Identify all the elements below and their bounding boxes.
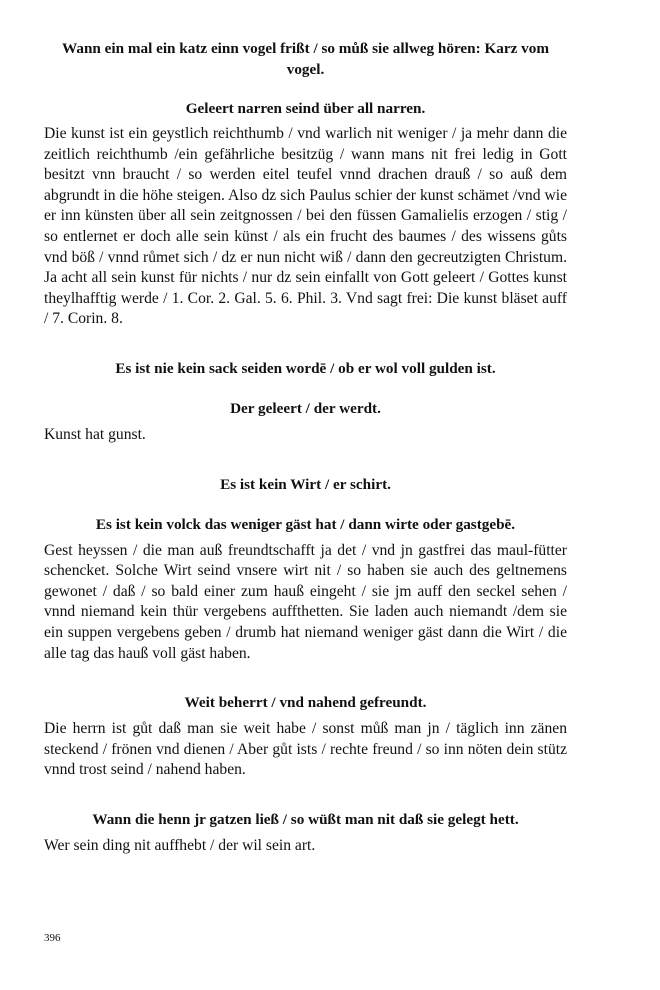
- paragraph-herrn: Die herrn ist gůt daß man sie weit habe / sonst můß man jn / täglich inn zänen steckend / frönen vnd dienen / Aber gůt ists / rechte freund / so inn nöten dein stütz vnnd trost seind / nahend haben.: [44, 720, 567, 779]
- page-number: 396: [44, 932, 61, 944]
- heading-weit-beherrt: Weit beherrt / vnd nahend gefreundt.: [184, 694, 427, 712]
- heading-sack-seiden: Es ist nie kein sack seiden wordē / ob er wol voll gulden ist.: [115, 359, 496, 377]
- paragraph-kunst: Die kunst ist ein geystlich reichthumb / vnd warlich nit weniger / ja mehr dann die zeitlich reichthumb /ein gefährliche besitzüg / wann mans nit frei ledig in Gott besitzt vnn braucht / so werden eitel teufel vnnd drachen drauß / so auß dem abgrundt in die höhe steigen. Also dz sich Paulus schier der kunst schämet /vnd wie er inn künsten über all sein zeitgnossen / bei den füssen Gamalielis erzogen / stig / so entlernet er doch alle sein künst / als ein frucht des baumes / des wissens gůts vnd böß / vnnd růmet sich / dz er nun nicht wiß / dann den gecreutzigten Christum. Ja acht all sein kunst für nichts / nur dz sein einfallt von Gott geleert / Gottes kunst theylhafftig werde / 1. Cor. 2. Gal. 5. 6. Phil. 3. Vnd sagt frei: Die kunst bläset auff / 7. Corin. 8.: [44, 125, 567, 328]
- heading-geleert-narren: Geleert narren seind über all narren.: [185, 100, 426, 117]
- paragraph-kunst-gunst: Kunst hat gunst.: [44, 425, 146, 443]
- heading-geleert-werdt: Der geleert / der werdt.: [230, 399, 381, 417]
- heading-volck-gaest: Es ist kein volck das weniger gäst hat / dann wirte oder gastgebē.: [95, 515, 516, 533]
- heading-henn-gatzen: Wann die henn jr gatzen ließ / so wüßt man nit daß sie gelegt hett.: [92, 810, 519, 828]
- paragraph-ding: Wer sein ding nit auffhebt / der wil sein art.: [44, 836, 316, 854]
- page-body: [44, 38, 567, 856]
- heading-kein-wirt: Es ist kein Wirt / er schirt.: [220, 475, 391, 493]
- paragraph-gest: Gest heyssen / die man auß freundtschafft ja det / vnd jn gastfrei das maul-fütter schencket. Solche Wirt seind vnsere wirt nit / so haben sie auch des geltnemens gewonet / daß / so bald einer zum hauß eingeht / sie jm auff den seckel sehen / vnnd niemand kein thür vergebens auffthetten. Sie laden auch niemandt /dem sie ein suppen vergebens geben / drumb hat niemand weniger gäst dann die Wirt / die alle tag das hauß voll gäst haben.: [44, 541, 567, 662]
- heading-katz-vogel: Wann ein mal ein katz einn vogel frißt / so můß sie allweg hören: Karz vom vogel.: [62, 40, 549, 78]
